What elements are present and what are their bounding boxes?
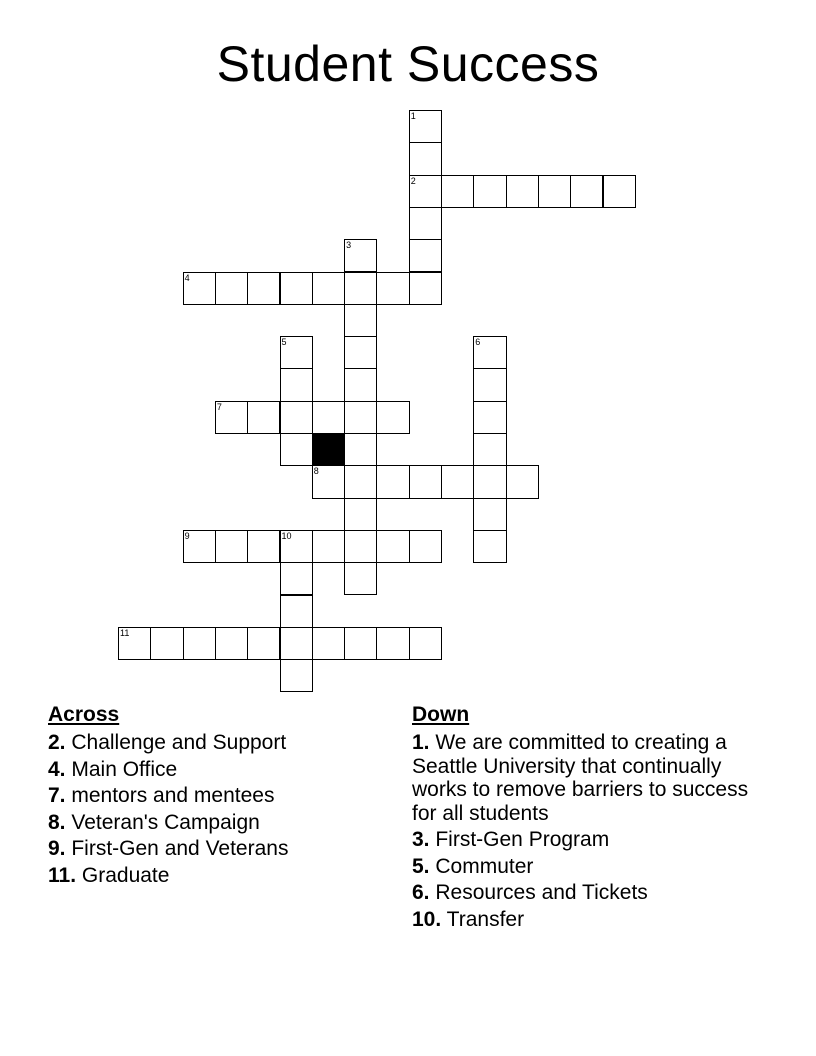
down-clue — [412, 828, 772, 852]
crossword-cell[interactable] — [409, 207, 442, 240]
clue-number: 5. — [412, 854, 430, 878]
cell-number: 1 — [410, 111, 416, 121]
crossword-cell[interactable] — [280, 272, 313, 305]
clue-number: 11. — [48, 863, 77, 887]
crossword-cell[interactable] — [312, 401, 345, 434]
cell-number: 9 — [184, 530, 190, 541]
crossword-cell[interactable] — [409, 272, 442, 305]
crossword-cell[interactable] — [441, 465, 474, 498]
down-clue — [412, 881, 772, 905]
clue-text: First-Gen Program — [435, 828, 610, 851]
clue-text: We are committed to creating a Seattle University that continually works to remove barriers to success for all students — [412, 731, 749, 825]
crossword-cell[interactable] — [344, 272, 377, 305]
crossword-cell[interactable] — [312, 530, 345, 563]
crossword-cell[interactable] — [344, 401, 377, 434]
crossword-cell[interactable] — [215, 272, 248, 305]
crossword-cell[interactable] — [150, 627, 183, 660]
crossword-cell[interactable] — [344, 465, 377, 498]
crossword-cell[interactable] — [215, 530, 248, 563]
crossword-cell[interactable] — [344, 530, 377, 563]
crossword-cell[interactable] — [473, 368, 506, 401]
crossword-cell[interactable] — [473, 433, 506, 466]
crossword-cell[interactable] — [183, 530, 216, 563]
clue-text: Challenge and Support — [71, 731, 287, 754]
crossword-cell[interactable] — [183, 272, 216, 305]
crossword-cell[interactable] — [280, 401, 313, 434]
crossword-cell[interactable] — [473, 530, 506, 563]
crossword-cell[interactable] — [376, 530, 409, 563]
crossword-cell[interactable] — [409, 239, 442, 272]
crossword-cell[interactable] — [312, 272, 345, 305]
clue-number: 10. — [412, 907, 442, 931]
crossword-cell[interactable] — [247, 530, 280, 563]
crossword-cell[interactable] — [473, 175, 506, 208]
down-heading: Down — [412, 703, 470, 726]
crossword-cell[interactable] — [506, 465, 539, 498]
crossword-cell[interactable] — [280, 659, 313, 692]
clue-number: 2. — [48, 731, 66, 754]
crossword-cell[interactable] — [344, 562, 377, 595]
crossword-cell[interactable] — [280, 627, 313, 660]
crossword-cell[interactable] — [603, 175, 636, 208]
crossword-cell[interactable] — [215, 627, 248, 660]
cell-number: 3 — [346, 240, 352, 251]
crossword-cell[interactable] — [280, 368, 313, 401]
crossword-cell[interactable] — [312, 465, 345, 498]
clue-number: 3. — [412, 828, 430, 851]
across-clue — [48, 837, 378, 861]
cell-number: 8 — [313, 466, 319, 477]
across-clue — [48, 758, 378, 782]
cell-number: 2 — [410, 175, 416, 186]
crossword-cell[interactable] — [247, 272, 280, 305]
crossword-cell[interactable] — [409, 175, 442, 208]
down-clue — [412, 731, 772, 825]
across-heading: Across — [48, 703, 120, 726]
clue-number: 1. — [412, 731, 430, 754]
crossword-cell[interactable] — [344, 627, 377, 660]
clue-number: 8. — [48, 810, 66, 834]
across-clue — [48, 864, 378, 888]
crossword-cell[interactable] — [344, 239, 377, 272]
crossword-cell[interactable] — [247, 401, 280, 434]
crossword-cell[interactable] — [280, 595, 313, 628]
crossword-cell[interactable] — [409, 627, 442, 660]
crossword-cell[interactable] — [344, 304, 377, 337]
crossword-cell[interactable] — [409, 142, 442, 175]
clue-text: mentors and mentees — [71, 784, 275, 807]
crossword-cell[interactable] — [409, 530, 442, 563]
crossword-cell[interactable] — [312, 627, 345, 660]
cell-number: 11 — [120, 627, 130, 638]
crossword-cell[interactable] — [376, 401, 409, 434]
clue-number: 6. — [412, 881, 430, 904]
crossword-cell[interactable] — [409, 110, 442, 143]
across-clue — [48, 784, 378, 808]
crossword-cell[interactable] — [409, 465, 442, 498]
crossword-cell[interactable] — [344, 336, 377, 369]
cell-number: 10 — [281, 530, 292, 541]
clue-text: Graduate — [81, 863, 170, 887]
cell-number: 7 — [216, 401, 222, 412]
down-clue — [412, 855, 772, 879]
clue-text: Resources and Tickets — [435, 881, 648, 904]
across-clue — [48, 811, 378, 835]
crossword-cell[interactable] — [215, 401, 248, 434]
clue-text: Commuter — [435, 854, 534, 878]
crossword-cell[interactable] — [280, 336, 313, 369]
clue-text: Veteran's Campaign — [71, 810, 260, 834]
crossword-cell[interactable] — [473, 465, 506, 498]
cell-number: 6 — [475, 337, 481, 348]
clue-number: 4. — [48, 757, 66, 781]
crossword-cell[interactable] — [570, 175, 603, 208]
down-clue — [412, 908, 772, 932]
clue-number: 7. — [48, 784, 66, 807]
crossword-cell[interactable] — [344, 433, 377, 466]
across-clue — [48, 731, 378, 755]
crossword-block — [312, 433, 345, 466]
clue-text: Transfer — [446, 907, 525, 931]
clue-text: First-Gen and Veterans — [71, 837, 289, 860]
clue-number: 9. — [48, 837, 66, 860]
crossword-cell[interactable] — [376, 627, 409, 660]
crossword-cell[interactable] — [344, 498, 377, 531]
crossword-cell[interactable] — [473, 498, 506, 531]
crossword-cell[interactable] — [280, 562, 313, 595]
crossword-cell[interactable] — [376, 272, 409, 305]
across-clues — [48, 703, 378, 890]
crossword-cell[interactable] — [183, 627, 216, 660]
crossword-cell[interactable] — [473, 336, 506, 369]
crossword-cell[interactable] — [538, 175, 571, 208]
clue-text: Main Office — [71, 757, 178, 781]
cell-number: 4 — [184, 272, 190, 283]
crossword-cell[interactable] — [118, 627, 151, 660]
crossword-cell[interactable] — [280, 530, 313, 563]
crossword-cell[interactable] — [344, 368, 377, 401]
crossword-cell[interactable] — [506, 175, 539, 208]
crossword-cell[interactable] — [376, 465, 409, 498]
cell-number: 5 — [281, 337, 287, 348]
crossword-cell[interactable] — [473, 401, 506, 434]
crossword-cell[interactable] — [280, 433, 313, 466]
crossword-cell[interactable] — [247, 627, 280, 660]
page-title: Student Success — [216, 36, 600, 92]
crossword-cell[interactable] — [441, 175, 474, 208]
down-clues — [412, 703, 772, 934]
